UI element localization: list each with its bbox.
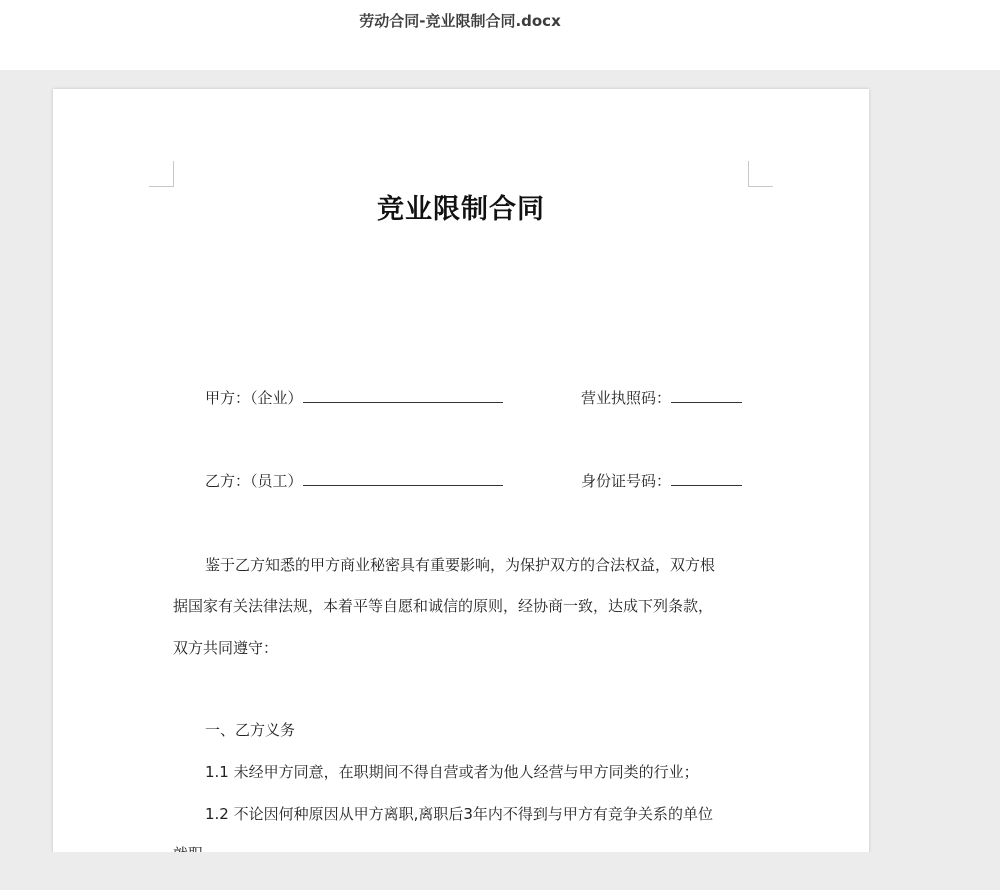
preamble-line-1[interactable]: 鉴于乙方知悉的甲方商业秘密具有重要影响，为保护双方的合法权益，双方根	[205, 556, 716, 574]
business-license-label: 营业执照码：	[581, 389, 672, 407]
clause-1-1[interactable]: 1.1 未经甲方同意，在职期间不得自营或者为他人经营与甲方同类的行业；	[205, 763, 699, 781]
business-license-blank[interactable]	[671, 388, 742, 403]
margin-marker-top-right	[748, 161, 773, 187]
title-bar	[0, 0, 1000, 70]
party-a-line[interactable]	[205, 387, 503, 408]
clause-1-2[interactable]: 1.2 不论因何种原因从甲方离职,离职后3年内不得到与甲方有竞争关系的单位	[205, 805, 713, 823]
contract-title[interactable]: 竞业限制合同	[377, 194, 545, 225]
document-filename: 劳动合同-竞业限制合同.docx	[359, 12, 561, 30]
business-license-line[interactable]	[581, 387, 742, 408]
margin-marker-top-left	[149, 161, 174, 187]
status-bar	[0, 852, 1000, 890]
id-number-line[interactable]	[581, 470, 742, 491]
party-a-label: 甲方：（企业）	[205, 389, 303, 407]
id-number-blank[interactable]	[671, 471, 742, 486]
preamble-line-3[interactable]: 双方共同遵守：	[173, 639, 279, 657]
party-b-line[interactable]	[205, 470, 503, 491]
party-a-blank[interactable]	[303, 388, 503, 403]
party-b-blank[interactable]	[303, 471, 503, 486]
preamble-line-2[interactable]: 据国家有关法律法规，本着平等自愿和诚信的原则，经协商一致，达成下列条款，	[173, 597, 714, 615]
section-1-heading[interactable]: 一、乙方义务	[205, 721, 296, 739]
party-b-label: 乙方：（员工）	[205, 472, 303, 490]
document-page[interactable]	[53, 89, 869, 889]
id-number-label: 身份证号码：	[581, 472, 672, 490]
